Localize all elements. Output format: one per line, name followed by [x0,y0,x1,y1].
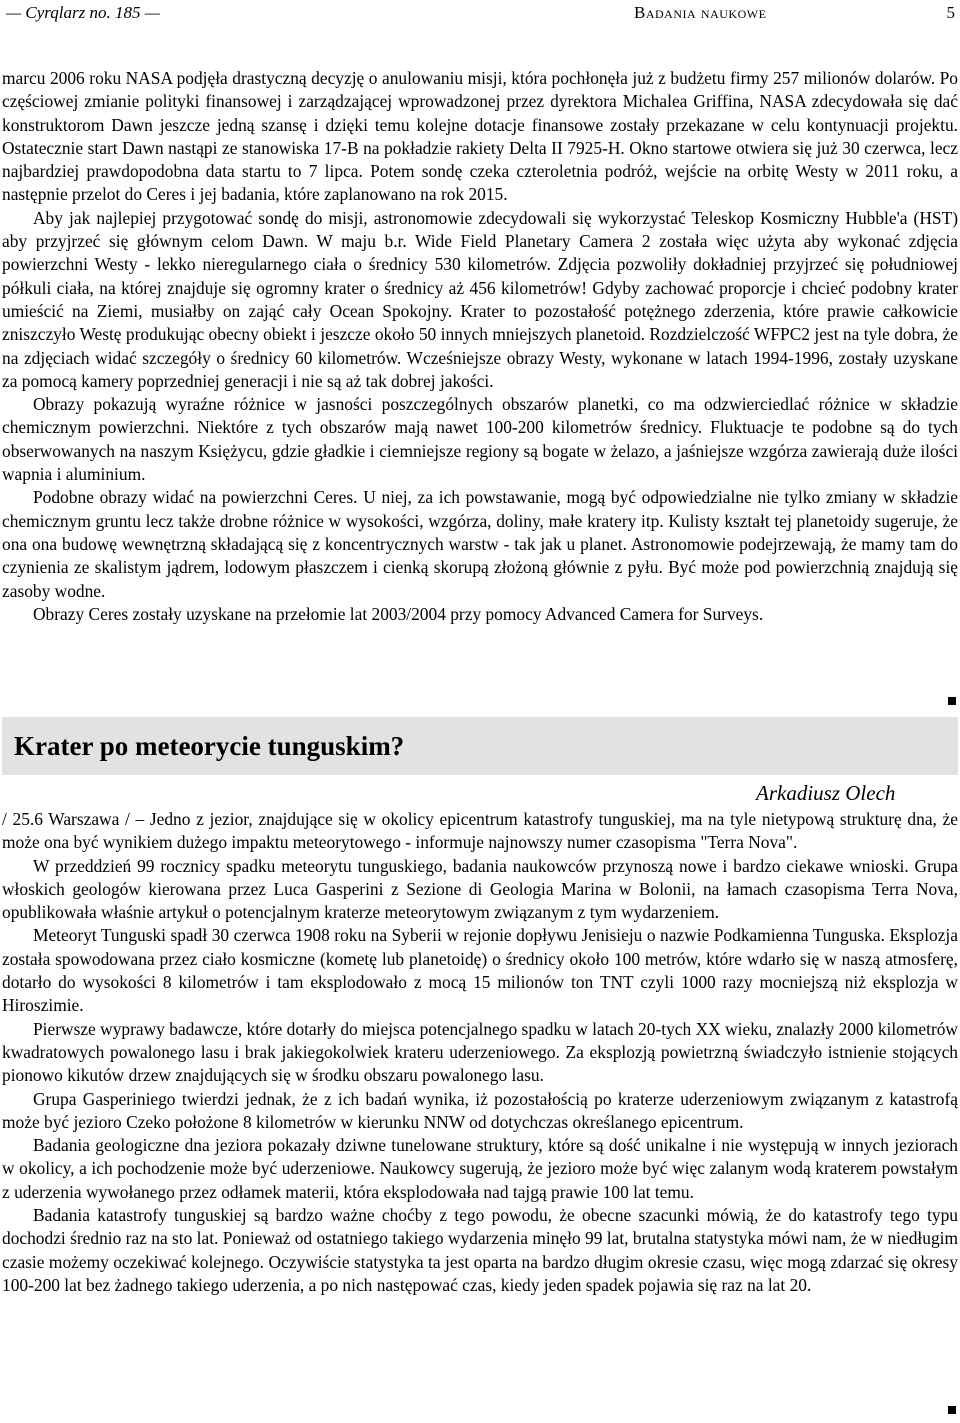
paragraph: Badania geologiczne dna jeziora pokazały dziwne tunelowane struktury, które są dość unikalne i nie występują w innych jeziorach w okolicy, a ich pochodzenie może być uderzeniowe. Naukowcy sugerują, że jezioro może być więc zalanym wodą kraterem powstałym z uderzenia wywołanego przez odłamek materii, która eksplodowała nad tajgą prawie 100 lat temu. [2,1135,958,1202]
section-label: Badania naukowe [634,3,767,22]
paragraph: marcu 2006 roku NASA podjęła drastyczną decyzję o anulowaniu misji, która pochłonęła już z budżetu firmy 257 milionów dolarów. Po częściowej zmianie polityki finansowej i zarządzającej wprowadzonej przez dyrektora Michalea Griffina, NASA zdecydowała się dać konstruktorom Dawn jeszcze jedną szansę i dzięki temu kolejne dotacje finansowe zostały przekazane w celu kontynuacji projektu. Ostatecznie start Dawn nastąpi ze stanowiska 17-B na pokładzie rakiety Delta II 7925-H. Okno startowe otwiera się już 30 czerwca, lecz najbardziej prawdopodobna data startu to 7 lipca. Potem sondę czeka czteroletnia podróż, wejście na orbitę Westy w 2011 roku, a następnie przelot do Ceres i jej badania, które zaplanowano na rok 2015. [2,68,958,205]
running-header [0,0,960,26]
article-title: Krater po meteorycie tunguskim? [14,731,405,761]
paragraph: Aby jak najlepiej przygotować sondę do misji, astronomowie zdecydowali się wykorzystać Teleskop Kosmiczny Hubble'a (HST) aby przyjrzeć się głównym celom Dawn. W maju b.r. Wide Field Planetary Camera 2 została więc użyta aby wykonać zdjęcia powierzchni Westy - lekko nieregularnego ciała o średnicy 530 kilometrów. Zdjęcia pozwoliły dokładniej przyjrzeć się południowej półkuli ciała, na której znajduje się ogromny krater o średnicy aż 456 kilometrów! Gdyby zachować proporcje i chcieć podobny krater umieścić na Ziemi, musiałby on zająć cały Ocean Spokojny. Krater to pozostałość potężnego zderzenia, które prawie całkowicie zniszczyło Westę produkując obecny obiekt i jeszcze około 50 innych mniejszych planetoid. Rozdzielczość WFPC2 jest na tyle dobra, że na zdjęciach widać szczegóły o średnicy 60 kilometrów. Wcześniejsze obrazy Westy, wykonane w latach 1994-1996, zostały uzyskane za pomocą kamery poprzedniej generacji i nie są aż tak dobrej jakości. [2,207,958,391]
paragraph: Meteoryt Tunguski spadł 30 czerwca 1908 roku na Syberii w rejonie dopływu Jenisieju o nazwie Podkamienna Tunguska. Eksplozja została spowodowana przez ciało kosmiczne (kometę lub planetoidę) o średnicy około 100 metrów, które wdarło się w naszą atmosferę, dotarło do wysokości 8 kilometrów i tam eksplodowało z mocą 15 milionów ton TNT czyli 1000 razy mocniejszą niż eksplozja w Hiroszimie. [2,925,958,1016]
paragraph: Podobne obrazy widać na powierzchni Ceres. U niej, za ich powstawanie, mogą być odpowiedzialne nie tylko zmiany w składzie chemicznym gruntu lecz także drobne różnice w wysokości, wzgórza, doliny, małe kratery itp. Kulisty kształt tej planetoidy sugeruje, że ona ona budowę wewnętrzną składającą się z koncentrycznych warstw - tak jak u planet. Astronomowie podejrzewają, że mamy tam do czynienia ze skalistym jądrem, lodowym płaszczem i cienką skorupą złożoną głównie z pyłu. Być może pod powierzchnią znajdują się zasoby wodne. [2,487,958,601]
page-number: 5 [946,3,955,22]
article-author: Arkadiusz Olech [756,781,896,805]
paragraph: Obrazy Ceres zostały uzyskane na przełomie lat 2003/2004 przy pomocy Advanced Camera for Surveys. [33,603,764,624]
paragraph: Badania katastrofy tunguskiej są bardzo ważne choćby z tego powodu, że obecne szacunki mówią, że do katastrofy tego typu dochodzi średnio raz na sto lat. Ponieważ od ostatniego takiego wydarzenia minęło 99 lat, brutalna statystyka mówi nam, że w niedługim czasie możemy oczekiwać kolejnego. Oczywiście statystyka ta jest oparta na bardzo długim okresie czasu, więc mogą zdarzać się okresy 100-200 lat bez żadnego takiego uderzenia, a po nich następować czas, kiedy jeden spadek pojawia się raz na lat 20. [2,1205,958,1295]
paragraph: Pierwsze wyprawy badawcze, które dotarły do miejsca potencjalnego spadku w latach 20-tych XX wieku, znalazły 2000 kilometrów kwadratowych powalonego lasu i brak jakiegokolwiek krateru uderzeniowego. Za eksplozją powietrzną świadczyło istnienie stojących pionowo kikutów drzew znajdujących się w środku obszaru powalonego lasu. [2,1018,958,1086]
article-body [2,808,958,1297]
paragraph: Grupa Gasperiniego twierdzi jednak, że z ich badań wynika, iż pozostałością po kraterze uderzeniowym związanym z katastrofą może być jezioro Czeko położone 8 kilometrów w kierunku NNW od dotychczas określanego epicentrum. [2,1088,958,1132]
section-heading-band [2,717,958,775]
end-of-article-mark [948,1406,956,1414]
journal-issue-label: — Cyrqlarz no. 185 — [6,3,160,22]
paragraph: Obrazy pokazują wyraźne różnice w jasności poszczególnych obszarów planetki, co ma odzwierciedlać różnice w składzie chemicznym powierzchni. Niektóre z tych obszarów mają nawet 100-200 kilometrów średnicy. Fluktuacje te podobne są do tych obserwowanych na naszym Księżycu, gdzie gładkie i ciemniejsze regiony są bogate w żelazo, a jaśniejsze wzgórza zawierają duże ilości wapnia i aluminium. [2,394,958,485]
paragraph: / 25.6 Warszawa / – Jedno z jezior, znajdujące się w okolicy epicentrum katastrofy tunguskiej, ma na tyle nietypową strukturę dna, że może ona być wynikiem dużego impaktu meteorytowego - informuje najnowszy numer czasopisma "Terra Nova". [2,809,958,853]
paragraph: W przeddzień 99 rocznicy spadku meteorytu tunguskiego, badania naukowców przynoszą nowe i bardzo ciekawe wnioski. Grupa włoskich geologów kierowana przez Luca Gasperini z Sezione di Geologia Marina w Bolonii, na łamach czasopisma Terra Nova, opublikowała właśnie artykuł o potencjalnym kraterze meteorytowym związanym z tym wydarzeniem. [2,855,958,923]
end-of-article-mark [948,697,956,705]
article-continuation [2,67,958,626]
